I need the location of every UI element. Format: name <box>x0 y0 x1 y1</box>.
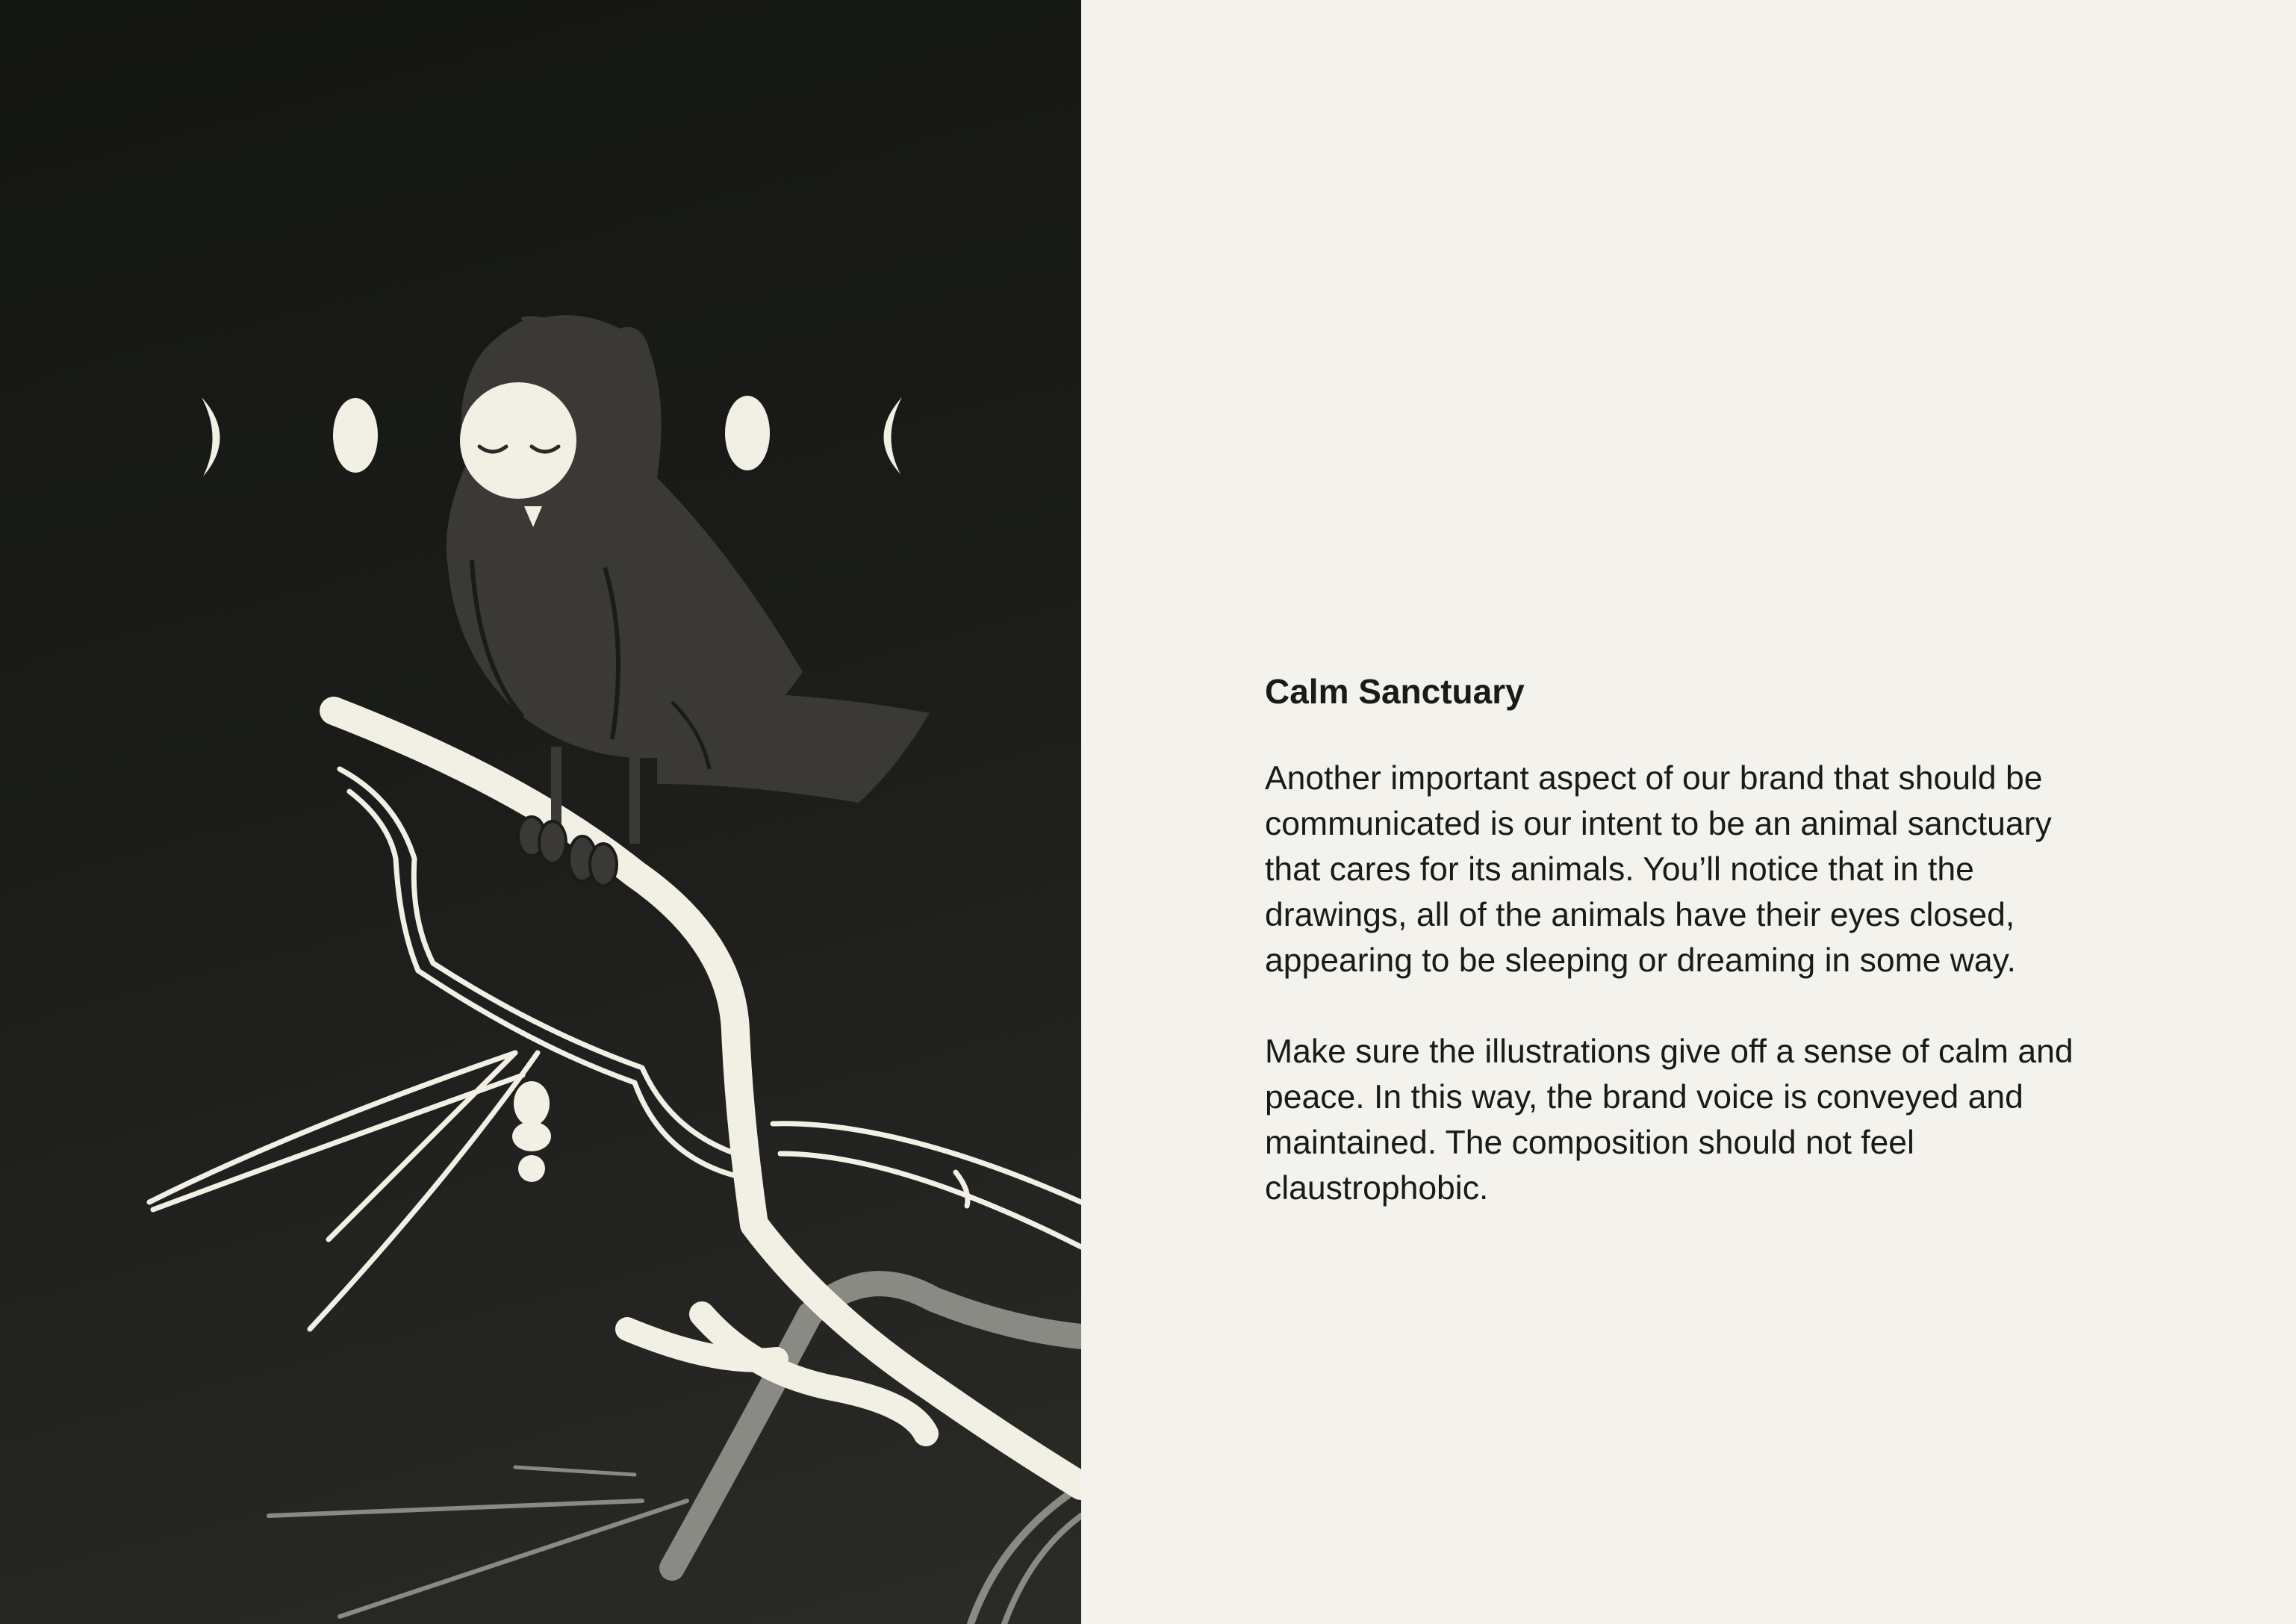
copy-block <box>1265 665 2101 1257</box>
section-title: Calm Sanctuary <box>1265 672 1525 711</box>
body-paragraph: Another important aspect of our brand that should be communicated is our intent to be an animal sanctuary that cares for its animals. You’ll notice that in the drawings, all of the animals have their eyes closed, appearing to be sleeping or dreaming in some way. <box>1265 760 2052 979</box>
body-paragraph-2: Make sure the illustrations give off a sense of calm and peace. In this way, the brand voice is conveyed and maintained. The composition should not feel claustrophobic. <box>1265 1033 2073 1207</box>
owl-illustration <box>0 0 1081 1624</box>
gibbous-moon-icon-2 <box>725 396 770 470</box>
waning-crescent-moon-icon <box>202 397 220 476</box>
owl-body <box>447 315 803 758</box>
owl-face <box>460 382 576 499</box>
gibbous-moon-icon <box>333 398 378 473</box>
illustration-panel <box>0 0 1081 1624</box>
text-panel <box>1081 0 2296 1624</box>
waxing-crescent-moon-icon <box>883 397 902 474</box>
moth-icon <box>512 1081 551 1182</box>
perch-branch <box>334 711 1081 1486</box>
